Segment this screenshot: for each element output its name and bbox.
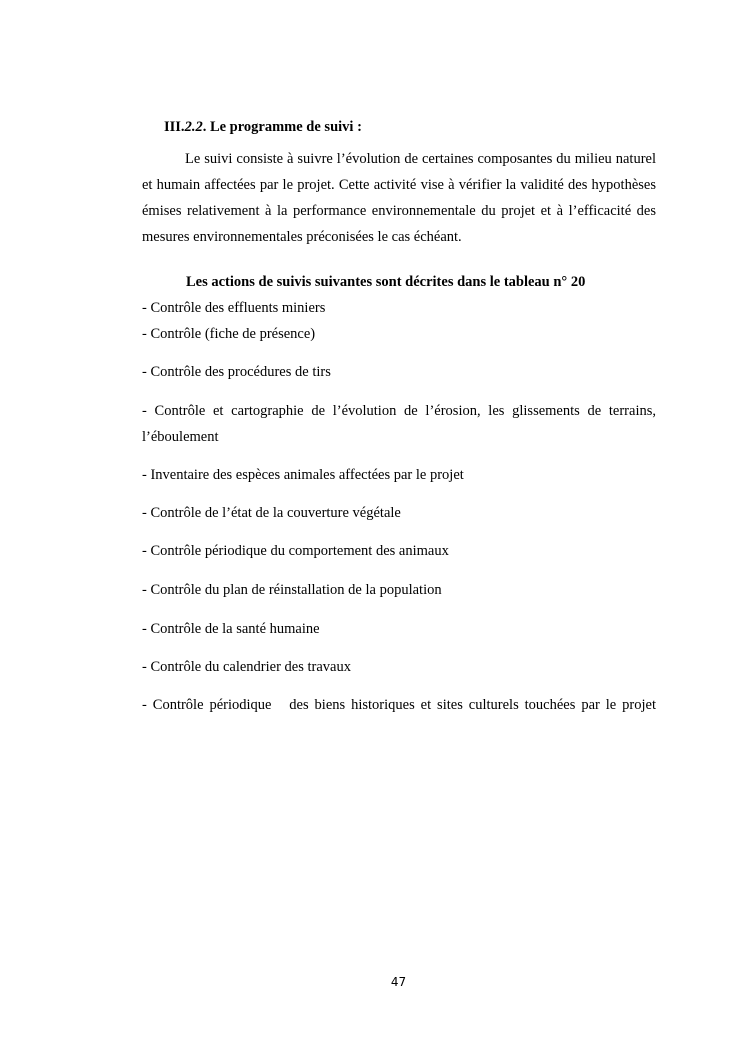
action-item: - Contrôle périodique du comportement des animaux	[142, 543, 449, 559]
section-title: . Le programme de suivi :	[202, 119, 362, 135]
action-item: - Contrôle des procédures de tirs	[142, 364, 331, 380]
action-item: - Contrôle (fiche de présence)	[142, 326, 316, 342]
action-item: - Contrôle du plan de réinstallation de la population	[142, 582, 442, 598]
action-item: - Contrôle du calendrier des travaux	[142, 659, 351, 675]
action-item: - Inventaire des espèces animales affectées par le projet	[142, 467, 464, 483]
action-item: - Contrôle de la santé humaine	[142, 621, 320, 637]
section-heading	[164, 119, 362, 136]
section-number-main: III.	[164, 119, 185, 135]
page-number: 47	[390, 975, 407, 989]
action-item: - Contrôle des effluents miniers	[142, 300, 326, 316]
section-paragraph: Le suivi consiste à suivre l’évolution de certaines composantes du milieu naturel et humain affectées par le projet. Cette activité vise à vérifier la validité des hypothèses émises relativement à la performance environnementale du projet et à l’efficacité des mesures environnementales préconisées le cas échéant.	[142, 151, 656, 245]
action-item: - Contrôle périodique des biens historiques et sites culturels touchées par le projet	[142, 697, 656, 713]
action-item: - Contrôle de l’état de la couverture végétale	[142, 505, 401, 521]
section-number-sub: 2.2	[184, 119, 203, 135]
actions-heading: Les actions de suivis suivantes sont décrites dans le tableau n° 20	[186, 274, 586, 290]
action-item: - Contrôle et cartographie de l’évolution de l’érosion, les glissements de terrains, l’éboulement	[142, 403, 656, 445]
